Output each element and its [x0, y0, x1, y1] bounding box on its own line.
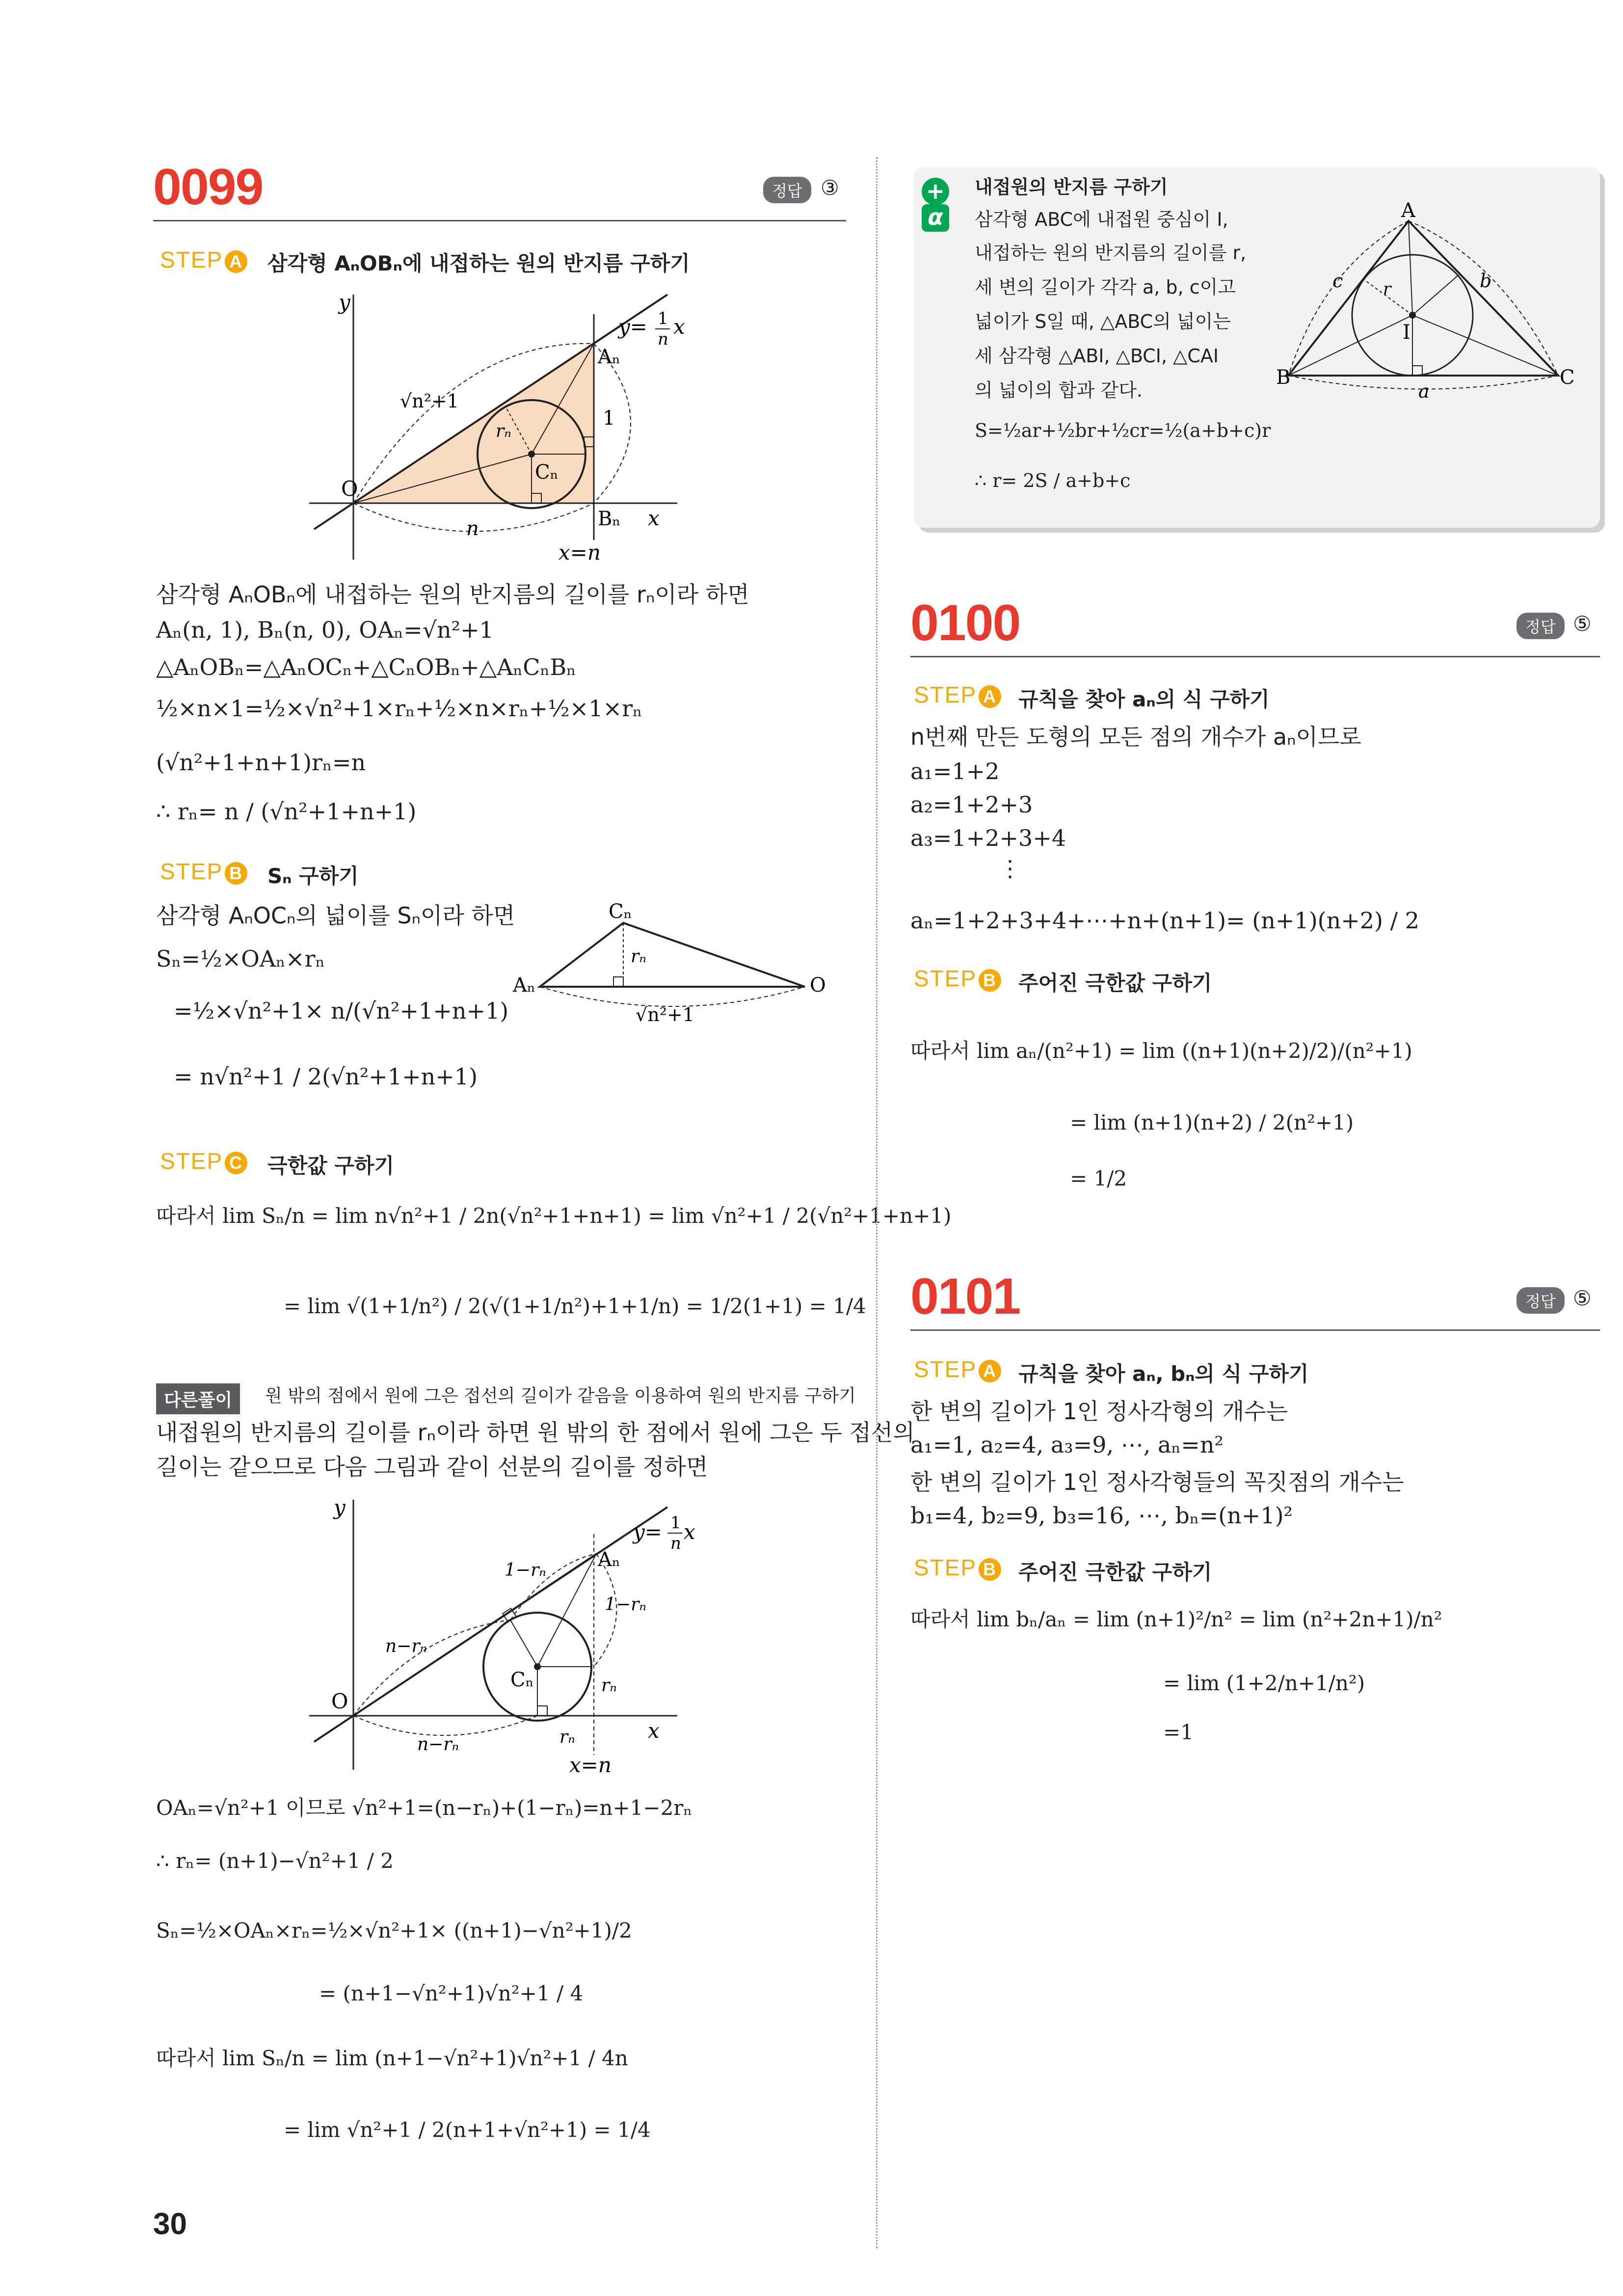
plus-fig-side-a: a	[1418, 380, 1430, 402]
math-line: ½×n×1=½×√n²+1×rₙ+½×n×rₙ+½×1×rₙ	[156, 695, 642, 722]
math-line: △AₙOBₙ=△AₙOCₙ+△CₙOBₙ+△AₙCₙBₙ	[156, 654, 577, 680]
alt-solution-label: 다른풀이	[156, 1383, 240, 1414]
fig3-line-num: 1	[670, 1513, 681, 1533]
text-line: 삼각형 AₙOBₙ에 내접하는 원의 반지름의 길이를 rₙ이라 하면	[156, 581, 749, 608]
text-line: 삼각형 AₙOCₙ의 넓이를 Sₙ이라 하면	[156, 902, 515, 929]
plus-line: 넓이가 S일 때, △ABC의 넓이는	[975, 311, 1231, 332]
math-line: (√n²+1+n+1)rₙ=n	[156, 749, 366, 776]
step-b-icon: B	[979, 1558, 1001, 1581]
step-c-title: 극한값 구하기	[267, 1154, 395, 1178]
fig3-origin: O	[331, 1689, 348, 1713]
math-line: =1	[1163, 1720, 1194, 1744]
math-line: a₂=1+2+3	[910, 791, 1033, 818]
incircle-triangle-figure	[1276, 199, 1575, 407]
step-b-title: 주어진 극한값 구하기	[1018, 971, 1212, 995]
fig3-line-x: x	[684, 1520, 695, 1544]
fig2-sqrt: √n²+1	[636, 1004, 694, 1026]
fig1-line-den: n	[658, 329, 668, 349]
plus-formula: S=½ar+½br+½cr=½(a+b+c)r	[975, 420, 1271, 441]
fig1-sqrt: √n²+1	[400, 390, 459, 412]
step-a-icon: A	[979, 1360, 1001, 1382]
step-a-title: 삼각형 AₙOBₙ에 내접하는 원의 반지름 구하기	[267, 251, 690, 275]
plus-fig-side-c: c	[1332, 270, 1343, 292]
math-line: = lim (n+1)(n+2) / 2(n²+1)	[1070, 1110, 1354, 1134]
header-rule	[910, 656, 1600, 657]
math-line: Aₙ(n, 1), Bₙ(n, 0), OAₙ=√n²+1	[156, 617, 494, 643]
text-line: n번째 만든 도형의 모든 점의 개수가 aₙ이므로	[910, 724, 1361, 750]
step-c-icon: C	[225, 1152, 247, 1174]
math-line: = lim (1+2/n+1/n²)	[1163, 1671, 1365, 1695]
math-line: ∴ rₙ= (n+1)−√n²+1 / 2	[156, 1849, 394, 1873]
step-b-icon: B	[979, 969, 1001, 992]
header-rule	[910, 1329, 1600, 1331]
ellipsis: ⋮	[999, 855, 1021, 882]
fig3-cn: Cₙ	[510, 1669, 534, 1691]
fig1-xeq: x=n	[559, 540, 601, 565]
math-line: Sₙ=½×OAₙ×rₙ=½×√n²+1× ((n+1)−√n²+1)/2	[156, 1918, 632, 1943]
fig2-o: O	[810, 974, 826, 997]
step-b-label: STEP B	[914, 1554, 1001, 1581]
fig3-rn-bottom: rₙ	[559, 1727, 575, 1747]
text-line: 한 변의 길이가 1인 정사각형의 개수는	[910, 1398, 1288, 1425]
text-line: 내접원의 반지름의 길이를 rₙ이라 하면 원 밖의 한 점에서 원에 그은 두 접선의	[156, 1419, 915, 1446]
fig3-n-rn-upper: n−rₙ	[385, 1636, 427, 1656]
fig1-line-num: 1	[658, 309, 668, 328]
problem-number-0100: 0100	[910, 594, 1020, 651]
alt-solution-title: 원 밖의 점에서 원에 그은 접선의 길이가 같음을 이용하여 원의 반지름 구하기	[265, 1386, 856, 1406]
math-line: = lim √(1+1/n²) / 2(√(1+1/n²)+1+1/n) = 1/2(1+1) = 1/4	[284, 1294, 866, 1318]
triangle-aoc-figure	[510, 900, 826, 1031]
plus-fig-c: C	[1560, 366, 1575, 389]
answer-badge: 정답	[1517, 613, 1565, 639]
text-line: 한 변의 길이가 1인 정사각형들의 꼭짓점의 개수는	[910, 1469, 1404, 1495]
fig2-cn: Cₙ	[609, 900, 632, 923]
plus-fig-a: A	[1401, 199, 1415, 222]
fig1-y-label: y	[339, 290, 350, 314]
fig1-line-x: x	[673, 315, 685, 339]
step-b-label: STEP B	[914, 965, 1001, 992]
math-line: ∴ rₙ= n / (√n²+1+n+1)	[156, 798, 417, 825]
math-line: 따라서 lim bₙ/aₙ = lim (n+1)²/n² = lim (n²+2n+1)/n²	[910, 1607, 1442, 1631]
math-line: a₃=1+2+3+4	[910, 825, 1066, 851]
math-line: = lim √n²+1 / 2(n+1+√n²+1) = 1/4	[284, 2118, 651, 2142]
step-a-icon: A	[225, 250, 247, 273]
fig3-line-den: n	[670, 1534, 681, 1553]
step-b-icon: B	[225, 862, 247, 885]
answer-value: ③	[821, 176, 839, 200]
plus-line: 삼각형 ABC에 내접원 중심이 I,	[975, 209, 1228, 230]
answer-badge: 정답	[763, 177, 811, 203]
tangent-length-figure	[294, 1490, 697, 1784]
answer-value: ⑤	[1573, 1286, 1592, 1310]
math-line: Sₙ=½×OAₙ×rₙ	[156, 945, 325, 972]
fig1-origin: O	[341, 477, 358, 501]
math-line: 따라서 lim Sₙ/n = lim (n+1−√n²+1)√n²+1 / 4n	[156, 2046, 628, 2070]
plus-line: 의 넓이의 합과 같다.	[975, 379, 1143, 401]
plus-line: 세 변의 길이가 각각 a, b, c이고	[975, 276, 1236, 298]
math-line: aₙ=1+2+3+4+⋯+n+(n+1)= (n+1)(n+2) / 2	[910, 907, 1419, 934]
fig1-cn: Cₙ	[535, 461, 559, 484]
step-b-title: Sₙ 구하기	[267, 864, 359, 888]
step-a-title: 규칙을 찾아 aₙ의 식 구하기	[1018, 687, 1270, 711]
math-line: OAₙ=√n²+1 이므로 √n²+1=(n−rₙ)+(1−rₙ)=n+1−2rₙ	[156, 1796, 692, 1820]
header-rule	[153, 220, 846, 221]
plus-fig-i: I	[1403, 321, 1410, 344]
fig1-line-eq: y=	[618, 315, 647, 339]
inscribed-circle-figure	[294, 285, 697, 579]
plus-fig-r: r	[1383, 279, 1391, 299]
problem-number-0101: 0101	[910, 1268, 1020, 1325]
step-a-label: STEP A	[914, 681, 1001, 708]
step-b-label: STEP B	[160, 858, 247, 885]
column-divider	[876, 157, 878, 2248]
fig3-y: y	[334, 1495, 346, 1519]
fig3-xeq: x=n	[569, 1753, 612, 1777]
fig3-rn-right: rₙ	[601, 1675, 617, 1696]
problem-number-0099: 0099	[153, 159, 263, 216]
fig1-bn: Bₙ	[598, 508, 621, 530]
fig1-x-label: x	[648, 506, 660, 530]
plus-line: 내접하는 원의 반지름의 길이를 r,	[975, 242, 1247, 264]
fig2-rn: rₙ	[631, 946, 646, 967]
fig3-an: Aₙ	[598, 1548, 621, 1571]
step-a-title: 규칙을 찾아 aₙ, bₙ의 식 구하기	[1018, 1362, 1309, 1386]
fig1-n: n	[466, 517, 479, 540]
plus-line: 세 삼각형 △ABI, △BCI, △CAI	[975, 345, 1219, 367]
math-line: 따라서 lim aₙ/(n²+1) = lim ((n+1)(n+2)/2)/(n²+1)	[910, 1039, 1412, 1063]
plus-title: 내접원의 반지름 구하기	[975, 176, 1168, 198]
math-line: 따라서 lim Sₙ/n = lim n√n²+1 / 2n(√n²+1+n+1) = lim √n²+1 / 2(√n²+1+n+1)	[156, 1204, 952, 1228]
plus-formula: ∴ r= 2S / a+b+c	[975, 470, 1131, 491]
fig3-x: x	[648, 1719, 660, 1743]
plus-fig-b: B	[1276, 366, 1291, 389]
text-line: 길이는 같으므로 다음 그림과 같이 선분의 길이를 정하면	[156, 1454, 708, 1480]
math-line: a₁=1, a₂=4, a₃=9, ⋯, aₙ=n²	[910, 1432, 1224, 1458]
fig3-1-rn-right: 1−rₙ	[605, 1594, 646, 1615]
page-number: 30	[153, 2207, 187, 2241]
fig2-an: Aₙ	[513, 974, 536, 997]
step-c-label: STEP C	[160, 1148, 247, 1174]
math-line: =½×√n²+1× n/(√n²+1+n+1)	[174, 998, 509, 1024]
math-line: = n√n²+1 / 2(√n²+1+n+1)	[174, 1063, 478, 1090]
plus-fig-side-b: b	[1480, 270, 1492, 292]
step-a-label: STEP A	[160, 246, 247, 273]
answer-value: ⑤	[1573, 612, 1592, 636]
fig1-rn: rₙ	[496, 421, 511, 441]
fig1-one: 1	[603, 407, 615, 430]
plus-icon: +	[922, 178, 949, 205]
fig3-line-eq: y=	[633, 1520, 662, 1544]
step-a-label: STEP A	[914, 1356, 1001, 1382]
fig3-1-rn-top: 1−rₙ	[505, 1560, 546, 1580]
math-line: b₁=4, b₂=9, b₃=16, ⋯, bₙ=(n+1)²	[910, 1502, 1293, 1529]
fig3-n-rn-lower: n−rₙ	[417, 1734, 459, 1755]
math-line: a₁=1+2	[910, 758, 1000, 784]
answer-badge: 정답	[1517, 1287, 1565, 1314]
step-b-title: 주어진 극한값 구하기	[1018, 1560, 1212, 1584]
math-line: = (n+1−√n²+1)√n²+1 / 4	[319, 1981, 584, 2005]
fig1-an: Aₙ	[598, 346, 621, 368]
alpha-icon: α	[922, 204, 949, 232]
step-a-icon: A	[979, 685, 1001, 708]
math-line: = 1/2	[1070, 1166, 1127, 1190]
